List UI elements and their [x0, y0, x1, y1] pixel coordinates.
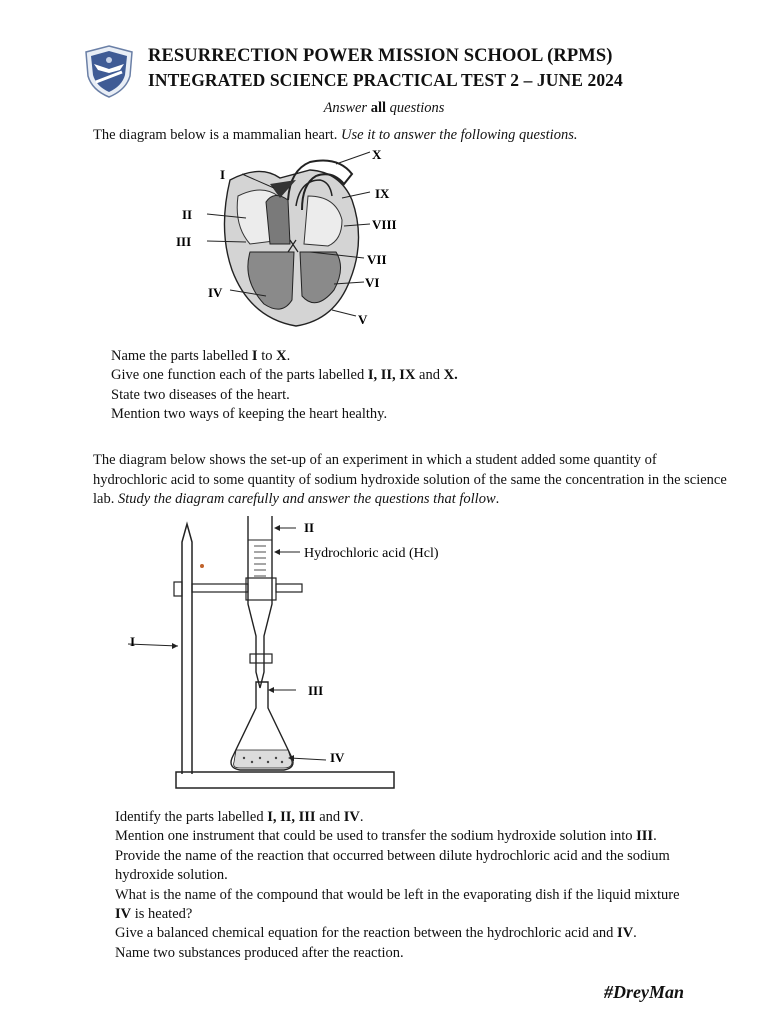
heart-label-ix: IX — [375, 186, 390, 201]
exp-question-4a: What is the name of the compound that would be left in the evaporating dish if the liquid mixture — [115, 886, 680, 903]
heart-label-iv: IV — [208, 285, 223, 300]
apparatus-label-ii-text: Hydrochloric acid (Hcl) — [304, 546, 439, 561]
heart-diagram — [170, 140, 430, 340]
exp-question-6: Name two substances produced after the reaction. — [115, 944, 404, 961]
heart-intro: The diagram below is a mammalian heart. Use it to answer the following questions. — [93, 127, 578, 143]
instructions: Answer all questions — [323, 100, 445, 116]
heart-question-3: State two diseases of the heart. — [111, 386, 290, 403]
heart-label-viii: VIII — [372, 217, 397, 232]
school-name: RESURRECTION POWER MISSION SCHOOL (RPMS) — [148, 46, 613, 66]
apparatus-label-ii: II — [304, 520, 315, 535]
school-crest-logo — [80, 42, 138, 100]
heart-question-1: Name the parts labelled I to X. — [111, 348, 291, 364]
heart-label-ii: II — [182, 207, 193, 222]
heart-questions — [111, 347, 731, 425]
test-title: INTEGRATED SCIENCE PRACTICAL TEST 2 – JUNE 2024 — [148, 70, 623, 90]
exp-question-3b: hydroxide solution. — [115, 867, 228, 884]
red-dot — [200, 564, 204, 568]
exp-question-3a: Provide the name of the reaction that occurred between dilute hydrochloric acid and the sodium — [115, 847, 670, 864]
exp-question-4b: IV is heated? — [115, 906, 193, 923]
heart-label-x: X — [372, 147, 382, 162]
exp-question-5: Give a balanced chemical equation for the reaction between the hydrochloric acid and IV. — [115, 925, 637, 942]
signature: #DreyMan — [604, 982, 684, 1002]
apparatus-label-iv: IV — [330, 750, 345, 765]
titration-diagram — [120, 512, 480, 794]
heart-label-v: V — [358, 312, 368, 327]
heart-label-vi: VI — [365, 275, 380, 290]
apparatus-label-i: I — [130, 634, 136, 649]
experiment-intro: The diagram below shows the set-up of an experiment in which a student added some quantity of hydrochloric acid to some quantity of sodium hydroxide solution of the same the concentration in the science lab. Study the diagram carefully and answer the questions that follow. — [93, 452, 727, 507]
heart-question-2: Give one function each of the parts labelled I, II, IX and X. — [111, 367, 458, 384]
heart-label-vii: VII — [367, 252, 387, 267]
exp-question-2: Mention one instrument that could be used to transfer the sodium hydroxide solution into III. — [115, 828, 657, 845]
heart-label-i: I — [220, 167, 226, 182]
heart-question-4: Mention two ways of keeping the heart healthy. — [111, 406, 388, 423]
exp-question-1: Identify the parts labelled I, II, III and IV. — [115, 809, 364, 825]
experiment-questions — [115, 808, 735, 963]
heart-label-iii: III — [176, 234, 192, 249]
apparatus-label-iii: III — [308, 683, 324, 698]
